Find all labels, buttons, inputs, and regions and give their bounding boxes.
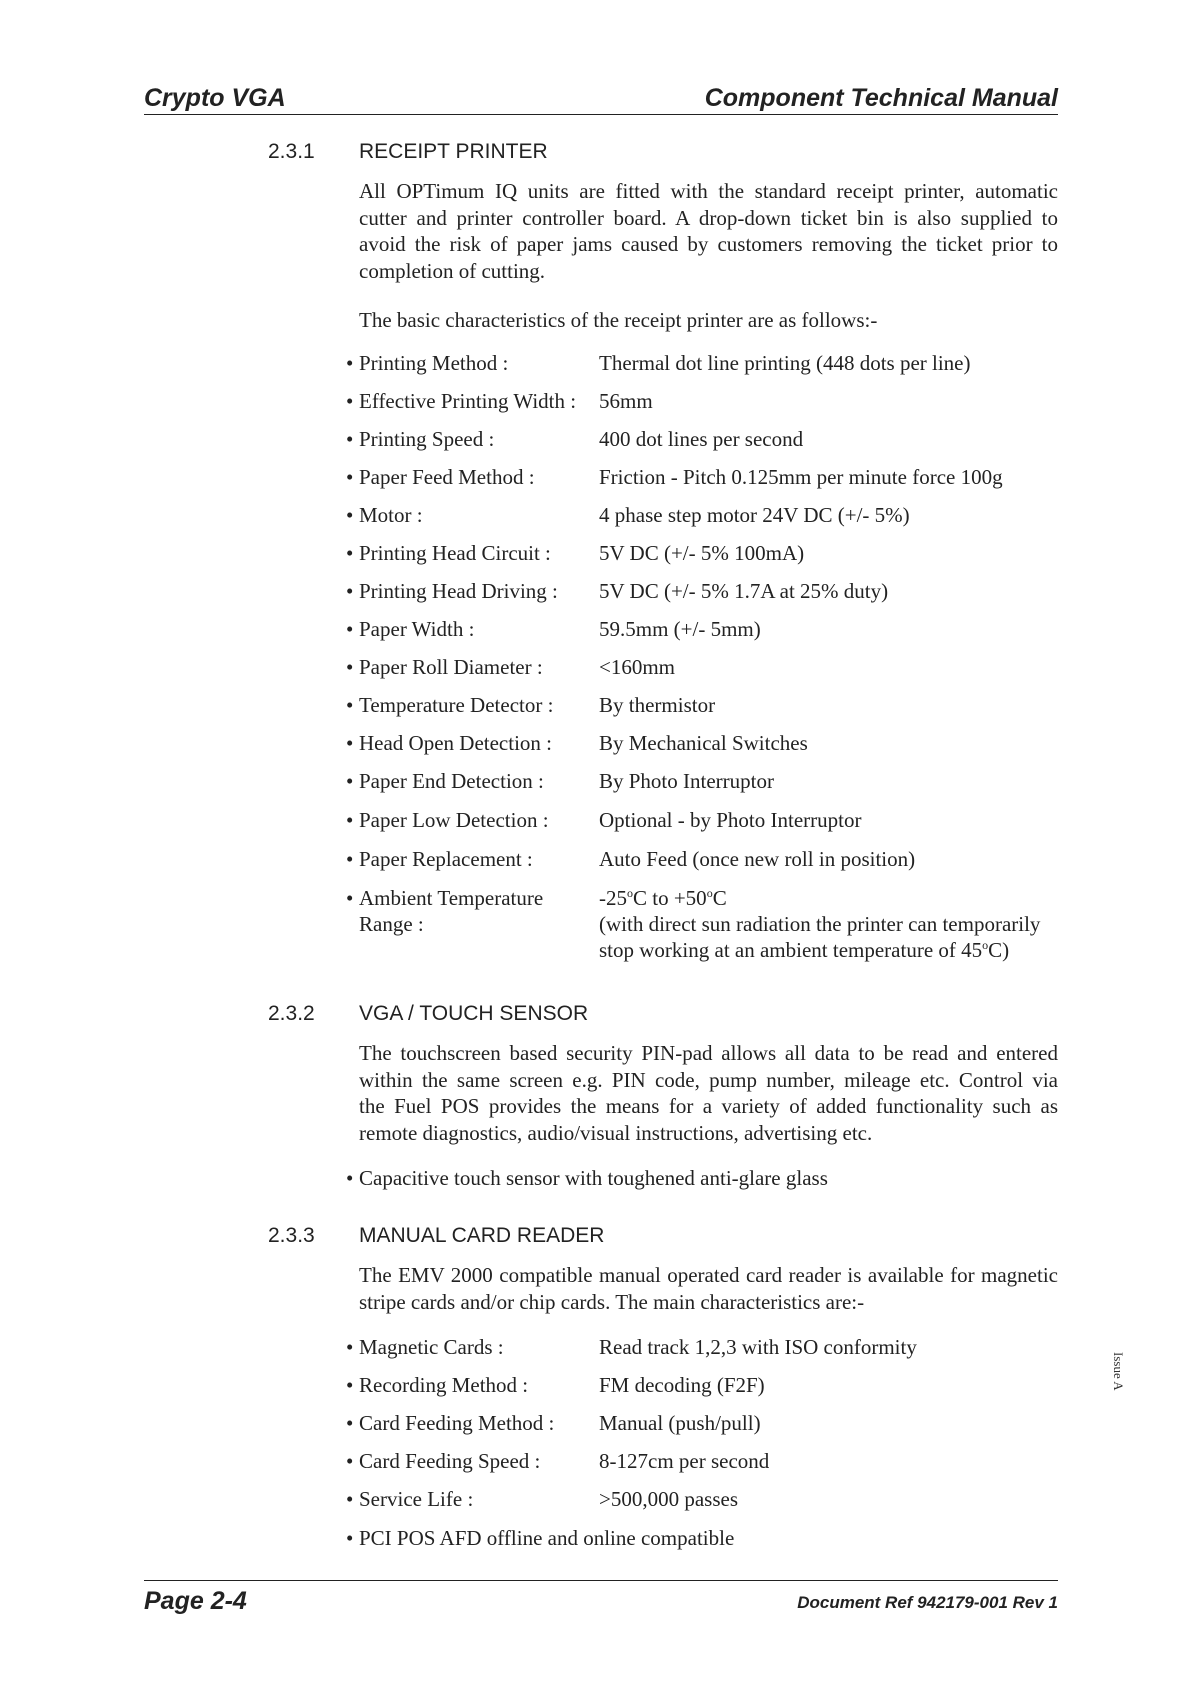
page-footer [144, 1580, 1058, 1621]
bullet: • [346, 351, 354, 375]
bullet: • [346, 1449, 354, 1473]
para-line: within the same screen e.g. PIN code, pump number, mileage etc. Control via [359, 1067, 1058, 1092]
bullet: • [346, 541, 354, 565]
spec-value: Friction - Pitch 0.125mm per minute force 100g [599, 465, 1003, 489]
spec-label: Head Open Detection : [359, 731, 553, 755]
section-number-2-3-3: 2.3.3 [268, 1224, 315, 1247]
bullet: • [346, 1526, 354, 1550]
receipt-printer-characteristics-intro: The basic characteristics of the receipt printer are as follows:- [359, 308, 878, 332]
spec-label: Motor : [359, 503, 423, 527]
bullet: • [346, 886, 354, 910]
para-line: completion of cutting. [359, 258, 546, 283]
spec-value: Manual (push/pull) [599, 1411, 761, 1435]
para-line: All OPTimum IQ units are fitted with the standard receipt printer, automatic [359, 179, 1058, 203]
bullet: • [346, 847, 354, 871]
spec-value [599, 885, 1058, 963]
spec-value: Optional - by Photo Interruptor [599, 808, 862, 832]
spec-label: Printing Head Driving : [359, 579, 558, 603]
para-line: the Fuel POS provides the means for a variety of added functionality such as [359, 1094, 1058, 1118]
document-reference: Document Ref 942179-001 Rev 1 [797, 1593, 1058, 1612]
note-text: stop working at an ambient temperature of 45 [599, 938, 983, 962]
spec-value: <160mm [599, 655, 676, 679]
page-header [144, 80, 1058, 115]
ambient-range-line [599, 885, 1058, 911]
spec-value: 59.5mm (+/- 5mm) [599, 617, 761, 641]
bullet: • [346, 731, 354, 755]
section-title-receipt-printer: RECEIPT PRINTER [359, 140, 548, 163]
issue-side-note: Issue A [1111, 1352, 1126, 1391]
spec-label [359, 885, 589, 937]
bullet: • [346, 693, 354, 717]
spec-value: 56mm [599, 389, 653, 413]
spec-label-line: Ambient Temperature [359, 886, 544, 910]
ambient-note-line [599, 937, 1058, 963]
spec-value: By thermistor [599, 693, 716, 717]
spec-label: Paper Low Detection : [359, 808, 549, 832]
spec-label: Effective Printing Width : [359, 389, 577, 413]
page-number: Page 2-4 [144, 1587, 247, 1615]
receipt-printer-intro [359, 178, 1058, 284]
bullet: • [346, 427, 354, 451]
spec-row-ambient-temperature [346, 885, 1058, 965]
degree-mark: o [982, 938, 989, 952]
spec-value: 5V DC (+/- 5% 100mA) [599, 541, 805, 565]
para-line: cutter and printer controller board. A drop-down ticket bin is also supplied to [359, 205, 1058, 230]
spec-value: By Photo Interruptor [599, 769, 774, 793]
section-number-2-3-2: 2.3.2 [268, 1002, 315, 1025]
spec-label: Printing Speed : [359, 427, 495, 451]
ambient-note-line: (with direct sun radiation the printer can temporarily [599, 912, 1041, 936]
bullet: • [346, 1166, 354, 1190]
spec-value: 4 phase step motor 24V DC (+/- 5%) [599, 503, 910, 527]
spec-value: Thermal dot line printing (448 dots per line) [599, 351, 971, 375]
section-number-2-3-1: 2.3.1 [268, 140, 315, 163]
bullet: • [346, 1411, 354, 1435]
spec-label: Paper Replacement : [359, 847, 533, 871]
bullet-text: PCI POS AFD offline and online compatible [359, 1526, 735, 1550]
bullet: • [346, 655, 354, 679]
bullet: • [346, 808, 354, 832]
para-line: The touchscreen based security PIN-pad allows all data to be read and entered [359, 1041, 1058, 1065]
bullet: • [346, 617, 354, 641]
degree-mark: o [706, 886, 713, 900]
spec-value: 400 dot lines per second [599, 427, 804, 451]
spec-label-line: Range : [359, 912, 424, 936]
temp-low: -25 [599, 886, 627, 910]
para-line: The EMV 2000 compatible manual operated card reader is available for magnetic [359, 1263, 1058, 1287]
degree-mark: o [627, 886, 633, 900]
para-line: stripe cards and/or chip cards. The main characteristics are:- [359, 1289, 865, 1314]
spec-value: 5V DC (+/- 5% 1.7A at 25% duty) [599, 579, 889, 603]
para-line: remote diagnostics, audio/visual instructions, advertising etc. [359, 1120, 873, 1145]
para-line: avoid the risk of paper jams caused by customers removing the ticket prior to [359, 232, 1058, 256]
spec-value: Auto Feed (once new roll in position) [599, 847, 916, 871]
spec-label: Service Life : [359, 1487, 474, 1511]
spec-label: Paper Roll Diameter : [359, 655, 543, 679]
spec-label: Printing Method : [359, 351, 509, 375]
bullet: • [346, 769, 354, 793]
card-reader-description [359, 1262, 1058, 1315]
bullet-text: Capacitive touch sensor with toughened anti-glare glass [359, 1166, 828, 1190]
spec-label: Paper Feed Method : [359, 465, 535, 489]
bullet: • [346, 389, 354, 413]
section-title-manual-card-reader: MANUAL CARD READER [359, 1224, 605, 1247]
bullet: • [346, 503, 354, 527]
section-title-vga-touch-sensor: VGA / TOUCH SENSOR [359, 1002, 589, 1025]
spec-label: Card Feeding Speed : [359, 1449, 541, 1473]
spec-value: Read track 1,2,3 with ISO conformity [599, 1335, 917, 1359]
spec-label: Temperature Detector : [359, 693, 554, 717]
spec-label: Magnetic Cards : [359, 1335, 504, 1359]
spec-label: Paper Width : [359, 617, 475, 641]
spec-label: Recording Method : [359, 1373, 529, 1397]
note-text: C) [988, 938, 1010, 962]
touch-sensor-description [359, 1040, 1058, 1146]
bullet: • [346, 1335, 354, 1359]
spec-value: >500,000 passes [599, 1487, 739, 1511]
spec-value: FM decoding (F2F) [599, 1373, 765, 1397]
spec-value: By Mechanical Switches [599, 731, 808, 755]
spec-value: 8-127cm per second [599, 1449, 770, 1473]
bullet: • [346, 579, 354, 603]
temp-unit: C [712, 886, 727, 910]
bullet: • [346, 1373, 354, 1397]
bullet: • [346, 1487, 354, 1511]
spec-label: Printing Head Circuit : [359, 541, 551, 565]
temp-mid: C to +50 [633, 886, 707, 910]
bullet: • [346, 465, 354, 489]
spec-label: Card Feeding Method : [359, 1411, 555, 1435]
spec-label: Paper End Detection : [359, 769, 544, 793]
header-manual-title: Component Technical Manual [704, 84, 1058, 112]
header-product-title: Crypto VGA [144, 84, 286, 112]
